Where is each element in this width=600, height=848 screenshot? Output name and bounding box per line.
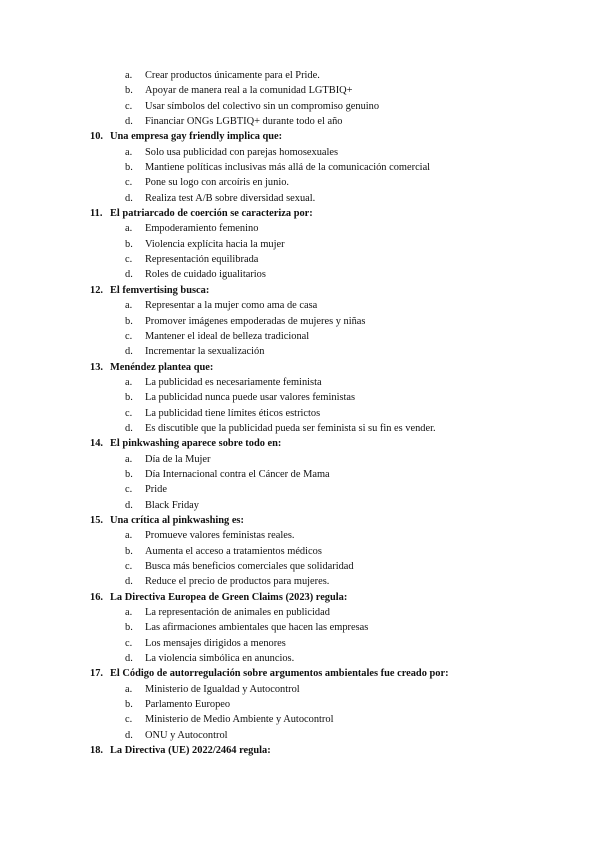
option-letter: c. xyxy=(125,407,133,419)
question-number: 10. xyxy=(90,131,103,143)
option-item xyxy=(0,697,600,712)
option-letter: a. xyxy=(125,300,133,312)
option-letter: a. xyxy=(125,376,133,388)
option-letter: a. xyxy=(125,683,133,695)
question-number: 12. xyxy=(90,284,103,296)
option-item xyxy=(0,221,600,236)
option-text: Las afirmaciones ambientales que hacen las empresas xyxy=(145,622,369,634)
question-text: La Directiva (UE) 2022/2464 regula: xyxy=(110,745,271,757)
option-item xyxy=(0,145,600,160)
option-item xyxy=(0,636,600,651)
option-item xyxy=(0,620,600,635)
option-item xyxy=(0,406,600,421)
question-heading xyxy=(0,283,600,298)
option-item xyxy=(0,175,600,190)
option-text: La representación de animales en publicidad xyxy=(145,607,330,619)
question-text: El femvertising busca: xyxy=(110,284,210,296)
question-text: La Directiva Europea de Green Claims (2023) regula: xyxy=(110,591,348,603)
question-text: El patriarcado de coerción se caracteriza por: xyxy=(110,208,313,220)
question-heading xyxy=(0,206,600,221)
option-text: La publicidad es necesariamente feminista xyxy=(145,376,322,388)
option-item xyxy=(0,314,600,329)
option-text: Día Internacional contra el Cáncer de Mama xyxy=(145,468,330,480)
option-text: Apoyar de manera real a la comunidad LGTBIQ+ xyxy=(145,85,353,97)
option-letter: a. xyxy=(125,607,133,619)
option-letter: c. xyxy=(125,561,133,572)
option-letter: b. xyxy=(125,545,133,557)
option-text: Mantener el ideal de belleza tradicional xyxy=(145,330,310,342)
option-text: Financiar ONGs LGBTIQ+ durante todo el año xyxy=(145,116,343,128)
option-letter: d. xyxy=(125,346,133,358)
option-text: Día de la Mujer xyxy=(145,453,211,465)
option-letter: a. xyxy=(125,223,133,235)
option-item xyxy=(0,344,600,359)
option-text: Pride xyxy=(145,484,167,496)
option-letter: a. xyxy=(125,70,133,81)
question-heading xyxy=(0,743,600,758)
option-item xyxy=(0,728,600,743)
question-number: 17. xyxy=(90,668,103,680)
question-heading xyxy=(0,666,600,681)
question-number: 14. xyxy=(90,438,103,450)
option-item xyxy=(0,482,600,497)
option-text: Parlamento Europeo xyxy=(145,699,231,711)
option-letter: b. xyxy=(125,162,133,174)
option-letter: d. xyxy=(125,729,133,741)
option-item xyxy=(0,329,600,344)
option-item xyxy=(0,528,600,543)
option-text: Mantiene políticas inclusivas más allá de la comunicación comercial xyxy=(145,162,431,174)
option-item xyxy=(0,452,600,467)
option-text: Solo usa publicidad con parejas homosexuales xyxy=(145,146,339,158)
option-text: Representación equilibrada xyxy=(145,254,259,266)
option-item xyxy=(0,375,600,390)
option-letter: d. xyxy=(125,499,133,511)
option-item xyxy=(0,574,600,589)
option-item xyxy=(0,498,600,513)
option-text: Ministerio de Medio Ambiente y Autocontrol xyxy=(145,714,334,726)
question-heading xyxy=(0,360,600,375)
option-item xyxy=(0,559,600,574)
option-letter: b. xyxy=(125,238,133,250)
option-text: La violencia simbólica en anuncios. xyxy=(145,653,295,665)
question-heading xyxy=(0,436,600,451)
option-text: La publicidad tiene límites éticos estrictos xyxy=(145,407,321,419)
option-text: Pone su logo con arcoíris en junio. xyxy=(145,177,290,189)
option-text: Los mensajes dirigidos a menores xyxy=(145,637,286,649)
option-letter: d. xyxy=(125,116,133,128)
option-text: Reduce el precio de productos para mujeres. xyxy=(145,576,330,588)
option-letter: b. xyxy=(125,392,133,404)
option-text: Promueve valores feministas reales. xyxy=(145,530,295,542)
option-item xyxy=(0,252,600,267)
option-letter: c. xyxy=(125,637,133,649)
option-item xyxy=(0,390,600,405)
option-text: Promover imágenes empoderadas de mujeres y niñas xyxy=(145,315,366,327)
question-text: El Código de autorregulación sobre argumentos ambientales fue creado por: xyxy=(110,668,449,680)
option-text: Busca más beneficios comerciales que solidaridad xyxy=(145,561,354,572)
option-item xyxy=(0,83,600,98)
option-item xyxy=(0,712,600,727)
question-heading xyxy=(0,513,600,528)
option-letter: c. xyxy=(125,177,133,189)
option-letter: c. xyxy=(125,254,133,266)
option-text: Crear productos únicamente para el Pride. xyxy=(145,70,320,81)
option-text: Representar a la mujer como ama de casa xyxy=(145,300,318,312)
option-letter: b. xyxy=(125,622,133,634)
question-heading xyxy=(0,590,600,605)
option-item xyxy=(0,467,600,482)
option-letter: a. xyxy=(125,530,133,542)
option-text: Incrementar la sexualización xyxy=(145,346,265,358)
option-text: Empoderamiento femenino xyxy=(145,223,259,235)
option-text: Ministerio de Igualdad y Autocontrol xyxy=(145,683,300,695)
option-item xyxy=(0,191,600,206)
option-letter: b. xyxy=(125,699,133,711)
option-item xyxy=(0,605,600,620)
option-letter: a. xyxy=(125,146,133,158)
question-text: Una empresa gay friendly implica que: xyxy=(110,131,283,143)
option-item xyxy=(0,114,600,129)
question-number: 16. xyxy=(90,591,103,603)
option-text: Es discutible que la publicidad pueda ser feminista si su fin es vender. xyxy=(145,422,436,434)
option-item xyxy=(0,160,600,175)
option-letter: d. xyxy=(125,653,133,665)
question-number: 15. xyxy=(90,514,103,526)
option-item xyxy=(0,298,600,313)
question-text: Menéndez plantea que: xyxy=(110,361,214,373)
option-letter: c. xyxy=(125,714,133,726)
option-text: Usar símbolos del colectivo sin un compromiso genuino xyxy=(145,100,380,112)
question-heading xyxy=(0,129,600,144)
option-text: Roles de cuidado igualitarios xyxy=(145,269,266,281)
option-text: Violencia explícita hacia la mujer xyxy=(145,238,285,250)
option-letter: d. xyxy=(125,576,133,588)
option-item xyxy=(0,267,600,282)
option-letter: b. xyxy=(125,468,133,480)
option-item xyxy=(0,68,600,83)
option-text: Black Friday xyxy=(145,499,199,511)
option-letter: d. xyxy=(125,269,133,281)
option-letter: a. xyxy=(125,453,133,465)
option-text: La publicidad nunca puede usar valores feministas xyxy=(145,392,356,404)
option-text: Realiza test A/B sobre diversidad sexual. xyxy=(145,192,316,204)
option-letter: b. xyxy=(125,315,133,327)
option-item xyxy=(0,237,600,252)
option-item xyxy=(0,99,600,114)
question-text: Una crítica al pinkwashing es: xyxy=(110,514,244,526)
document-page xyxy=(0,68,600,758)
option-text: Aumenta el acceso a tratamientos médicos xyxy=(145,545,322,557)
option-letter: c. xyxy=(125,100,133,112)
option-item xyxy=(0,421,600,436)
option-letter: d. xyxy=(125,422,133,434)
option-letter: c. xyxy=(125,330,133,342)
option-letter: d. xyxy=(125,192,133,204)
option-letter: c. xyxy=(125,484,133,496)
option-item xyxy=(0,544,600,559)
option-item xyxy=(0,651,600,666)
question-text: El pinkwashing aparece sobre todo en: xyxy=(110,438,282,450)
question-number: 13. xyxy=(90,361,103,373)
option-item xyxy=(0,682,600,697)
question-number: 18. xyxy=(90,745,103,757)
question-number: 11. xyxy=(90,208,103,220)
option-letter: b. xyxy=(125,85,133,97)
option-text: ONU y Autocontrol xyxy=(145,729,228,741)
